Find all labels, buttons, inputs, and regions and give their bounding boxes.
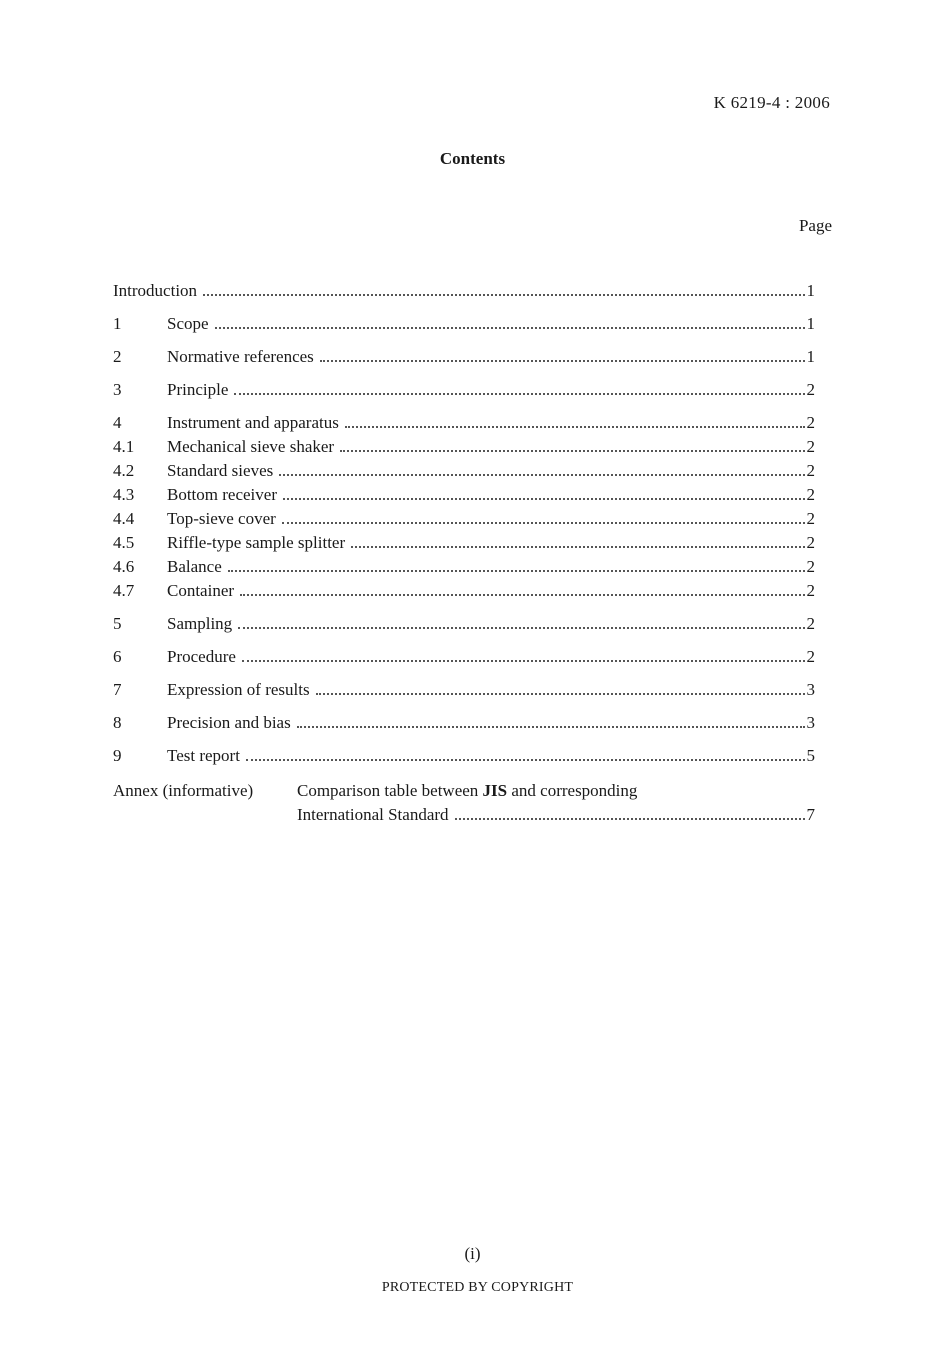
toc-entry-title: Precision and bias	[167, 713, 291, 732]
page-column-label: Page	[798, 216, 832, 235]
toc-entry-balance[interactable]	[113, 557, 815, 581]
toc-entry-page: 2	[806, 509, 815, 528]
toc-entry-page: 2	[806, 413, 815, 432]
toc-entry-normative-references[interactable]	[113, 347, 815, 371]
toc-entry-page: 3	[806, 713, 815, 732]
dot-leader	[297, 725, 805, 728]
toc-entry-title: Expression of results	[167, 680, 310, 699]
toc-entry-page: 2	[806, 557, 815, 576]
toc-entry-number: 4	[113, 413, 122, 432]
toc-entry-instrument-and-apparatus[interactable]	[113, 413, 815, 437]
toc-entry-page: 1	[806, 314, 815, 333]
toc-entry-title: Scope	[167, 314, 209, 333]
dot-leader	[320, 359, 805, 362]
toc-entry-page: 3	[806, 680, 815, 699]
toc-entry-page: 2	[806, 380, 815, 399]
toc-entry-expression-of-results[interactable]	[113, 680, 815, 704]
toc-entry-number: 2	[113, 347, 122, 366]
toc-entry-page: 2	[806, 485, 815, 504]
toc-entry-page: 2	[806, 461, 815, 480]
dot-leader	[203, 293, 804, 296]
toc-entry-procedure[interactable]	[113, 647, 815, 671]
document-id: K 6219-4 : 2006	[713, 93, 830, 112]
annex-body	[297, 779, 815, 827]
toc-entry-number: 6	[113, 647, 122, 666]
toc-entry-title: Top-sieve cover	[167, 509, 276, 528]
toc-entry-title: Sampling	[167, 614, 233, 633]
toc-entry-title: Normative references	[167, 347, 314, 366]
annex-title-line-1	[297, 779, 815, 803]
toc-entry-riffle-type-sample-splitter[interactable]	[113, 533, 815, 557]
dot-leader	[340, 449, 804, 452]
toc-entry-number: 1	[113, 314, 122, 333]
annex-title-line2-text: International Standard	[297, 805, 449, 824]
toc-entry-title: Mechanical sieve shaker	[167, 437, 335, 456]
dot-leader	[228, 569, 805, 572]
annex-title-post: and corresponding	[507, 781, 638, 800]
toc-entry-page: 1	[806, 281, 815, 300]
annex-title-jis: JIS	[482, 781, 508, 800]
toc-entry-number: 4.7	[113, 581, 135, 600]
toc-entry-number: 5	[113, 614, 122, 633]
toc-entry-principle[interactable]	[113, 380, 815, 404]
toc-entry-number: 4.2	[113, 461, 135, 480]
toc-entry-title: Instrument and apparatus	[167, 413, 339, 432]
toc-entry-introduction[interactable]	[113, 281, 815, 305]
toc-entry-title: Balance	[167, 557, 222, 576]
toc-entry-page: 2	[806, 647, 815, 666]
toc-entry-title: Principle	[167, 380, 229, 399]
toc-entry-sampling[interactable]	[113, 614, 815, 638]
toc-entry-page: 5	[806, 746, 815, 765]
annex-title-pre: Comparison table between	[297, 781, 483, 800]
dot-leader	[316, 692, 805, 695]
toc-entry-number: 4.6	[113, 557, 135, 576]
toc-entry-page: 2	[806, 533, 815, 552]
toc-entry-title: Bottom receiver	[167, 485, 277, 504]
toc-entry-number: 4.1	[113, 437, 135, 456]
toc-entry-mechanical-sieve-shaker[interactable]	[113, 437, 815, 461]
toc-entry-title: Introduction	[113, 281, 198, 300]
toc-entry-annex[interactable]	[113, 779, 815, 827]
table-of-contents	[113, 281, 815, 827]
annex-page: 7	[806, 805, 815, 824]
toc-entry-number: 4.5	[113, 533, 135, 552]
toc-entry-container[interactable]	[113, 581, 815, 605]
toc-entry-number: 3	[113, 380, 122, 399]
toc-entry-bottom-receiver[interactable]	[113, 485, 815, 509]
dot-leader	[351, 545, 804, 548]
annex-title-line-2	[297, 803, 815, 827]
dot-leader	[283, 497, 805, 500]
toc-entry-top-sieve-cover[interactable]	[113, 509, 815, 533]
dot-leader	[282, 521, 805, 524]
toc-entry-number: 4.3	[113, 485, 135, 504]
toc-entry-test-report[interactable]	[113, 746, 815, 770]
toc-entry-title: Riffle-type sample splitter	[167, 533, 346, 552]
toc-entry-page: 2	[806, 437, 815, 456]
toc-entry-page: 2	[806, 581, 815, 600]
toc-entry-number: 7	[113, 680, 122, 699]
dot-leader	[279, 473, 804, 476]
toc-entry-title: Standard sieves	[167, 461, 274, 480]
dot-leader	[345, 425, 805, 428]
dot-leader	[455, 817, 805, 820]
annex-label: Annex (informative)	[113, 781, 254, 800]
dot-leader	[242, 659, 805, 662]
toc-entry-page: 1	[806, 347, 815, 366]
toc-entry-number: 4.4	[113, 509, 135, 528]
toc-entry-precision-and-bias[interactable]	[113, 713, 815, 737]
page-title: Contents	[439, 149, 506, 168]
toc-entry-page: 2	[806, 614, 815, 633]
toc-entry-title: Procedure	[167, 647, 236, 666]
dot-leader	[240, 593, 804, 596]
toc-entry-number: 9	[113, 746, 122, 765]
copyright-notice: PROTECTED BY COPYRIGHT	[381, 1280, 574, 1295]
dot-leader	[246, 758, 805, 761]
toc-entry-standard-sieves[interactable]	[113, 461, 815, 485]
footer-page-number: (i)	[464, 1244, 481, 1263]
toc-entry-number: 8	[113, 713, 122, 732]
toc-entry-title: Container	[167, 581, 235, 600]
dot-leader	[234, 392, 804, 395]
toc-entry-scope[interactable]	[113, 314, 815, 338]
dot-leader	[238, 626, 804, 629]
toc-entry-title: Test report	[167, 746, 240, 765]
dot-leader	[215, 326, 805, 329]
